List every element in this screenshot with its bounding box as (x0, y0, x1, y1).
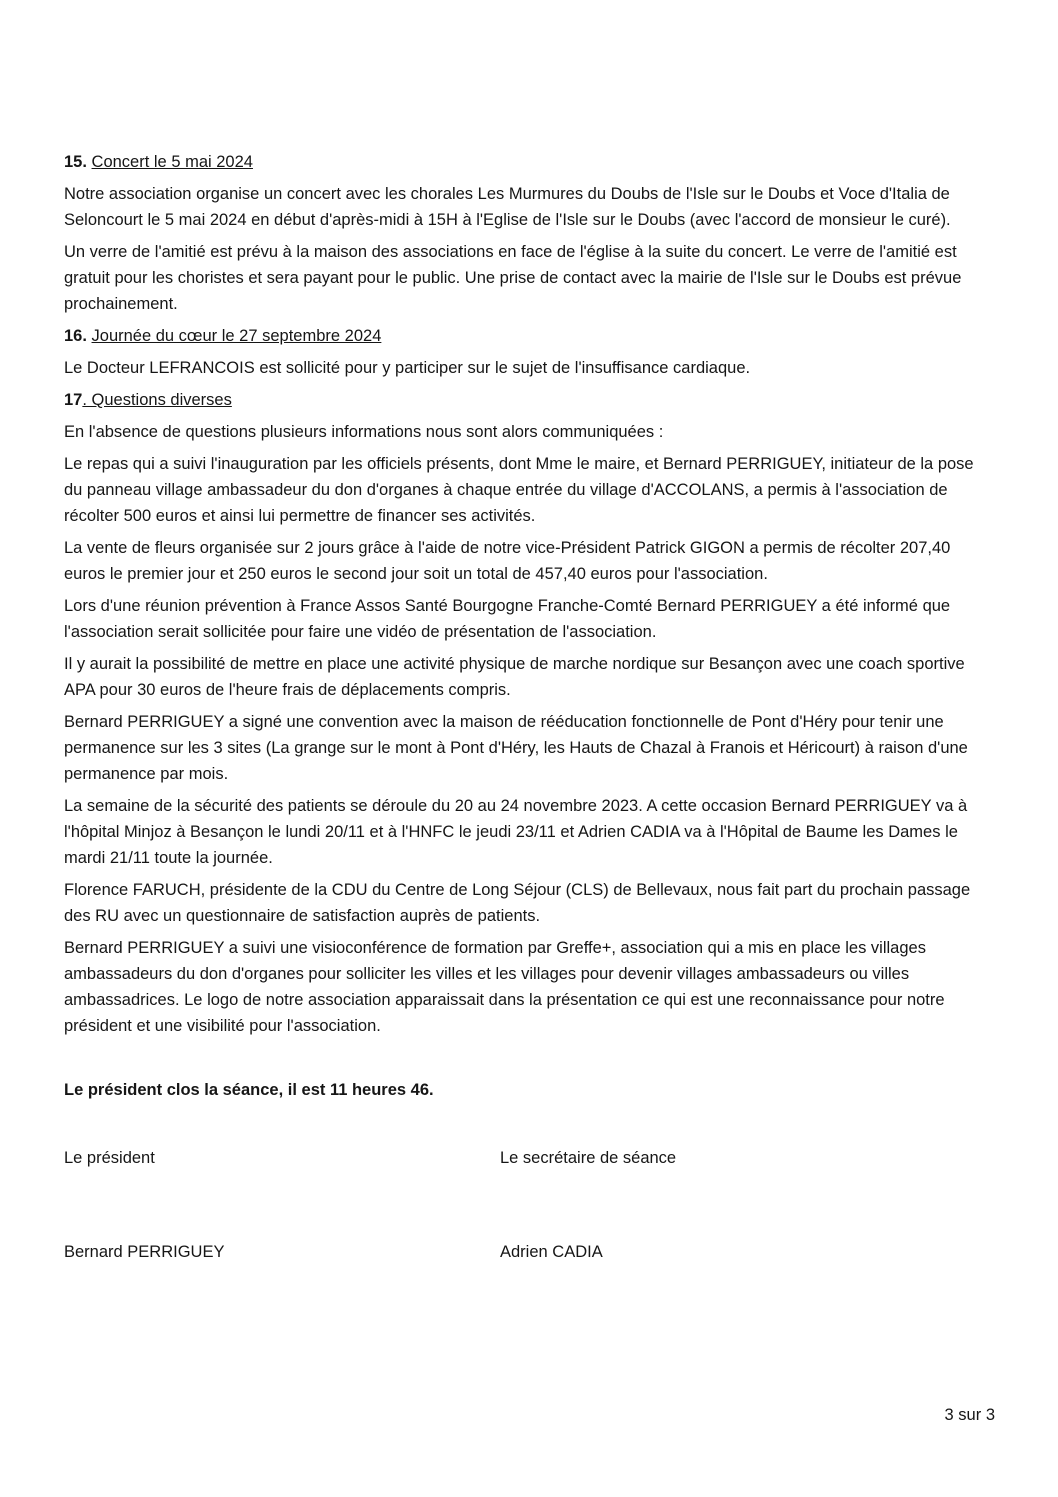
section-number: 16. (64, 327, 87, 345)
signature-role-president: Le président (64, 1149, 155, 1167)
paragraph: En l'absence de questions plusieurs informations nous sont alors communiquées : (64, 423, 664, 441)
paragraph: Un verre de l'amitié est prévu à la maison des associations en face de l'église à la suite du concert. Le verre de l'amitié est gratuit pour les choristes et sera payant pour le public. Une prise de contact avec la mairie de l'Isle sur le Doubs est prévue prochainement. (64, 243, 962, 313)
section-heading (64, 149, 996, 175)
section-heading (64, 387, 996, 413)
paragraph: Il y aurait la possibilité de mettre en place une activité physique de marche nordique sur Besançon avec une coach sportive APA pour 30 euros de l'heure frais de déplacements compris. (64, 655, 965, 699)
paragraph: La vente de fleurs organisée sur 2 jours grâce à l'aide de notre vice-Président Patrick GIGON a permis de récolter 207,40 euros le premier jour et 250 euros le second jour soit un total de 457,40 euros pour l'association. (64, 539, 951, 583)
document-body (64, 147, 996, 1265)
section-heading (64, 323, 996, 349)
signature-roles-row (64, 1145, 996, 1171)
paragraph: La semaine de la sécurité des patients se déroule du 20 au 24 novembre 2023. A cette occasion Bernard PERRIGUEY va à l'hôpital Minjoz à Besançon le lundi 20/11 et à l'HNFC le jeudi 23/11 et Adrien CADIA va à l'Hôpital de Baume les Dames le mardi 21/11 toute la journée. (64, 797, 968, 867)
section-number: 17 (64, 391, 83, 409)
section-title: . Questions diverses (82, 391, 232, 409)
paragraph: Bernard PERRIGUEY a suivi une visioconférence de formation par Greffe+, association qui a mis en place les villages ambassadeurs du don d'organes pour solliciter les villes et les villages pour devenir villages ambassadeurs ou villes ambassadrices. Le logo de notre association apparaissait dans la présentation ce qui est une reconnaissance pour notre président et une visibilité pour l'association. (64, 939, 945, 1035)
page-number: 3 sur 3 (944, 1406, 995, 1424)
section-title: Concert le 5 mai 2024 (91, 153, 253, 171)
signature-role-secretary: Le secrétaire de séance (500, 1149, 677, 1167)
sections-container (64, 149, 996, 1103)
paragraph: Florence FARUCH, présidente de la CDU du Centre de Long Séjour (CLS) de Bellevaux, nous fait part du prochain passage des RU avec un questionnaire de satisfaction auprès de patients. (64, 881, 971, 925)
signature-name-secretary: Adrien CADIA (500, 1243, 603, 1261)
paragraph: Bernard PERRIGUEY a signé une convention avec la maison de rééducation fonctionnelle de Pont d'Héry pour tenir une permanence sur les 3 sites (La grange sur le mont à Pont d'Héry, les Hauts de Chazal à Franois et Héricourt) à raison d'une permanence par mois. (64, 713, 968, 783)
signature-names-row (64, 1239, 996, 1265)
paragraph: Notre association organise un concert avec les chorales Les Murmures du Doubs de l'Isle sur le Doubs et Voce d'Italia de Seloncourt le 5 mai 2024 en début d'après-midi à 15H à l'Eglise de l'Isle sur le Doubs (avec l'accord de monsieur le curé). (64, 185, 951, 229)
section-number: 15. (64, 153, 87, 171)
paragraph: Le Docteur LEFRANCOIS est sollicité pour y participer sur le sujet de l'insuffisance cardiaque. (64, 359, 751, 377)
signature-name-president: Bernard PERRIGUEY (64, 1243, 225, 1261)
paragraph: Le repas qui a suivi l'inauguration par les officiels présents, dont Mme le maire, et Bernard PERRIGUEY, initiateur de la pose du panneau village ambassadeur du don d'organes à chaque entrée du village d'ACCOLANS, a permis à l'association de récolter 500 euros et ainsi lui permettre de financer ses activités. (64, 455, 974, 525)
section-title: Journée du cœur le 27 septembre 2024 (91, 327, 382, 345)
closing-statement: Le président clos la séance, il est 11 heures 46. (64, 1081, 434, 1099)
paragraph: Lors d'une réunion prévention à France Assos Santé Bourgogne Franche-Comté Bernard PERRIGUEY a été informé que l'association serait sollicitée pour faire une vidéo de présentation de l'association. (64, 597, 951, 641)
